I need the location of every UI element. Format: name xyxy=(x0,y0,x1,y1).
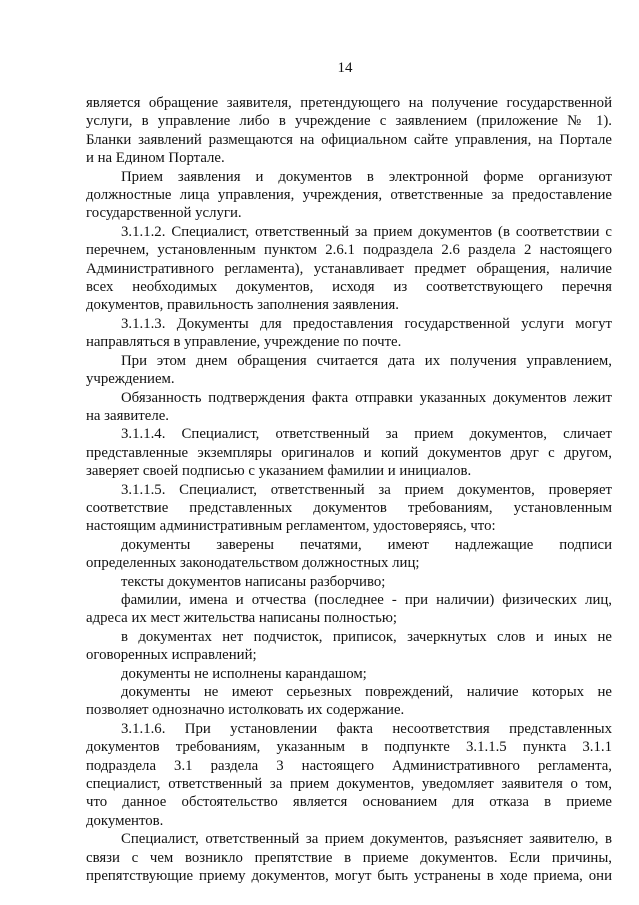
text-line: документы не исполнены карандашом; xyxy=(121,665,367,682)
text-line: Специалист, ответственный за прием документов, разъясняет заявителю, в xyxy=(121,831,612,848)
text-line: документы заверены печатями, имеют надлежащие подписи xyxy=(121,536,612,553)
paragraph xyxy=(86,94,612,168)
text-line: Административного регламента), устанавливает предмет обращения, наличие xyxy=(86,260,612,277)
text-line: 3.1.1.5. Специалист, ответственный за прием документов, проверяет xyxy=(121,481,612,498)
paragraph xyxy=(86,315,612,352)
text-line: в документах нет подчисток, приписок, зачеркнутых слов и иных не xyxy=(121,628,612,645)
paragraph xyxy=(86,389,612,426)
text-line: связи с чем возникло препятствие в приеме документов. Если причины, xyxy=(86,849,612,866)
text-line: документы не имеют серьезных повреждений, наличие которых не xyxy=(121,684,612,700)
paragraph xyxy=(86,665,612,683)
paragraph xyxy=(86,352,612,389)
text-line: фамилии, имена и отчества (последнее - при наличии) физических лиц, xyxy=(121,591,612,608)
text-line: направляться в управление, учреждение по почте. xyxy=(86,334,402,351)
text-line: перечнем, установленным пунктом 2.6.1 подраздела 2.6 раздела 2 настоящего xyxy=(86,242,612,259)
text-line: оговоренных исправлений; xyxy=(86,647,257,664)
text-line: и на Едином Портале. xyxy=(86,150,225,167)
paragraph xyxy=(86,591,612,628)
text-line: специалист, ответственный за прием документов, уведомляет заявителя о том, xyxy=(86,776,612,793)
paragraph xyxy=(86,683,612,720)
text-line: 3.1.1.3. Документы для предоставления государственной услуги могут xyxy=(121,315,612,332)
text-line: услуги, в управление либо в учреждение с заявлением (приложение № 1). xyxy=(86,113,612,130)
text-line: соответствие представленных документов требованиям, установленным xyxy=(86,499,612,516)
paragraph xyxy=(86,223,612,315)
text-line: является обращение заявителя, претендующего на получение государственной xyxy=(86,95,612,111)
paragraph xyxy=(86,830,612,885)
text-line: определенных законодательством должностных лиц; xyxy=(86,555,420,572)
text-line: адреса их мест жительства написаны полностью; xyxy=(86,610,398,627)
text-line: всех необходимых документов, исходя из соответствующего перечня xyxy=(86,279,612,296)
text-line: 3.1.1.2. Специалист, ответственный за прием документов (в соответствии с xyxy=(121,223,612,240)
text-line: документов, правильность заполнения заявления. xyxy=(86,297,399,314)
text-line: 3.1.1.6. При установлении факта несоответствия представленных xyxy=(121,720,612,737)
paragraph xyxy=(86,536,612,573)
text-line: позволяет однозначно истолковать их содержание. xyxy=(86,702,405,719)
paragraph xyxy=(86,628,612,665)
text-line: Обязанность подтверждения факта отправки указанных документов лежит xyxy=(121,389,612,406)
text-line: настоящим административным регламентом, удостоверяясь, что: xyxy=(86,518,496,535)
text-line: подраздела 3.1 раздела 3 настоящего Административного регламента, xyxy=(86,757,612,774)
text-line: на заявителе. xyxy=(86,407,169,424)
paragraph xyxy=(86,168,612,223)
text-line: документов требованиям, указанным в подпункте 3.1.1.5 пункта 3.1.1 xyxy=(86,739,612,756)
text-line: 3.1.1.4. Специалист, ответственный за прием документов, сличает xyxy=(121,426,612,443)
text-line: Бланки заявлений размещаются на официальном сайте управления, на Портале xyxy=(86,131,612,148)
text-line: документов. xyxy=(86,812,164,829)
text-line: представленные экземпляры оригиналов и копий документов друг с другом, xyxy=(86,444,612,461)
page-number: 14 xyxy=(337,60,353,76)
text-line: тексты документов написаны разборчиво; xyxy=(121,573,386,590)
text-line: что данное обстоятельство является основанием для отказа в приеме xyxy=(86,794,612,811)
document-body xyxy=(86,94,612,885)
paragraph xyxy=(86,573,612,591)
text-line: государственной услуги. xyxy=(86,205,242,222)
paragraph xyxy=(86,481,612,536)
paragraph xyxy=(86,425,612,480)
paragraph xyxy=(86,720,612,830)
text-line: препятствующие приему документов, могут быть устранены в ходе приема, они xyxy=(86,868,612,885)
text-line: При этом днем обращения считается дата их получения управлением, xyxy=(121,352,612,369)
text-line: заверяет своей подписью с указанием фамилии и инициалов. xyxy=(86,463,472,480)
text-line: Прием заявления и документов в электронной форме организуют xyxy=(121,168,612,185)
text-line: должностные лица управления, учреждения, ответственные за предоставление xyxy=(86,187,612,204)
text-line: учреждением. xyxy=(86,371,175,388)
